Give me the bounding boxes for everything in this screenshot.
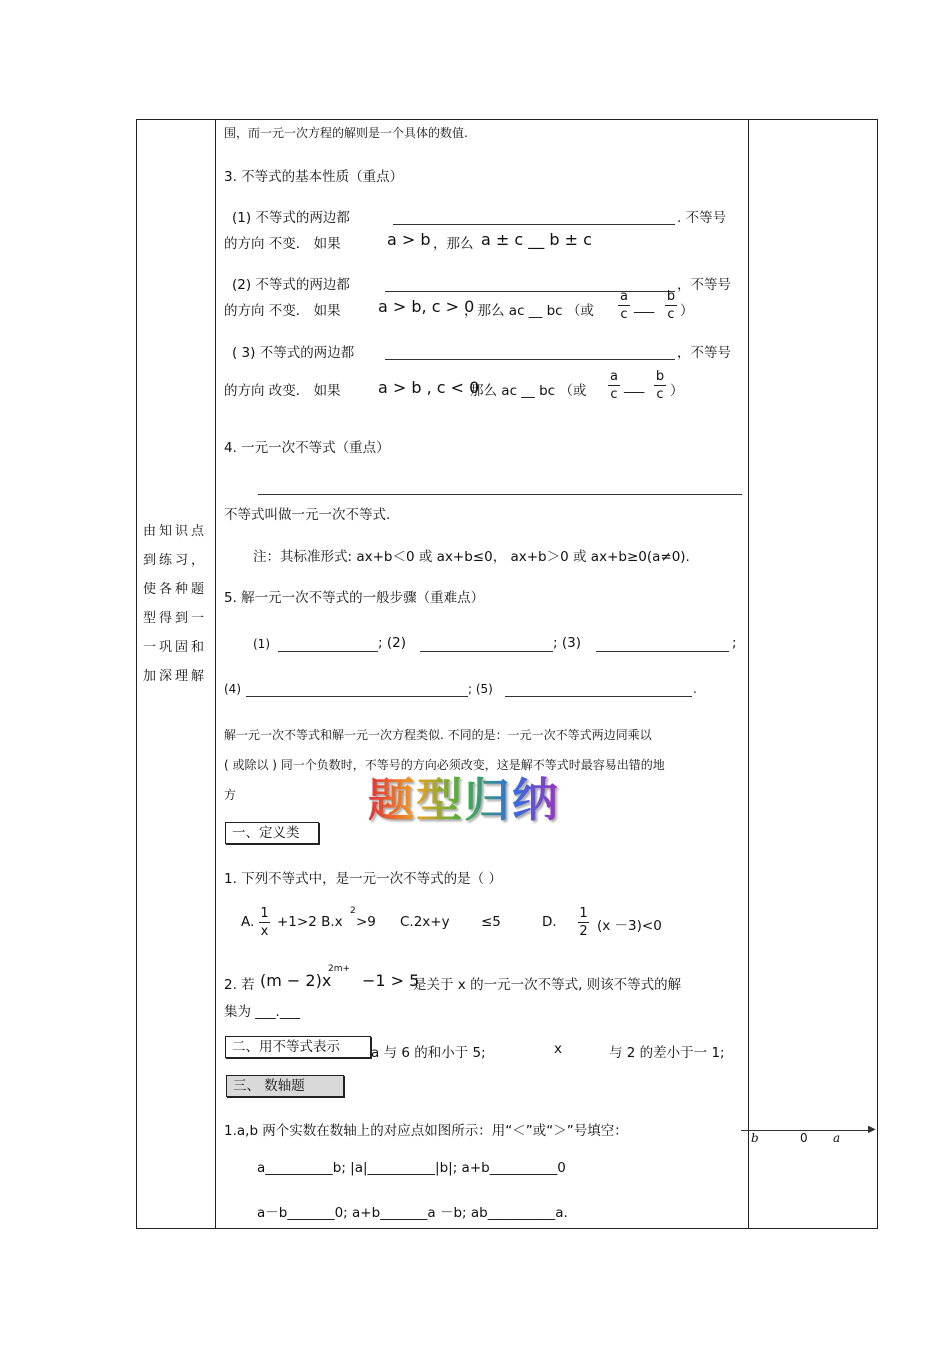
question-1-option-a-rest: +1>2 B.x: [277, 914, 343, 930]
table-col-divider-2: [748, 119, 749, 1229]
property-1-result: a ± c __ b ± c: [481, 230, 592, 249]
question-2-exponent: 2m+: [328, 964, 351, 974]
section-5-title: 5. 解一元一次不等式的一般步骤（重难点）: [224, 590, 485, 606]
property-2-frac-b: [665, 289, 677, 322]
question-3-row-1: a__________b; |a|__________|b|; a+b__________0: [257, 1160, 566, 1176]
step-3-end: ;: [732, 635, 737, 651]
section-4-title: 4. 一元一次不等式（重点）: [224, 440, 390, 456]
step-2-blank: [420, 651, 553, 652]
step-5-end: .: [693, 682, 697, 696]
table-col-divider-1: [215, 119, 216, 1229]
table-left-border: [136, 119, 137, 1229]
frac-numerator: 1: [260, 906, 269, 921]
section-4-definition: 不等式叫做一元一次不等式.: [224, 507, 391, 523]
step-3-label: ; (3): [553, 635, 581, 651]
step-4-blank: [246, 696, 468, 697]
frac-denominator: x: [260, 924, 269, 939]
question-1-option-a-frac: [259, 906, 270, 939]
number-line-label-a: a: [833, 1131, 841, 1145]
step-5-blank: [505, 696, 692, 697]
frac-numerator: b: [655, 369, 665, 384]
property-2-direction: 的方向 不变． 如果: [224, 303, 341, 319]
number-line-label-zero: 0: [800, 1131, 808, 1145]
property-3-tail: ，不等号: [677, 345, 731, 361]
question-1-option-d: D.: [542, 914, 557, 930]
frac-numerator: b: [666, 289, 676, 304]
step-1-label: (1): [253, 637, 270, 651]
category-box-definition: 一、定义类: [225, 822, 319, 844]
question-1-stem: 1. 下列不等式中，是一元一次不等式的是（ ）: [224, 871, 502, 887]
note-paragraph-line-2: ( 或除以 ) 同一个负数时，不等号的方向必须改变，这是解不等式时最容易出错的地: [224, 758, 665, 772]
property-3-frac-a: [608, 369, 620, 402]
property-1-direction: 的方向 不变． 如果: [224, 236, 341, 252]
property-3-condition: a > b , c < 0: [378, 378, 480, 397]
frac-denominator: c: [620, 307, 628, 322]
question-2-tail: −1 > 5: [362, 971, 420, 990]
box-2-text-b: 与 2 的差小于一 1;: [609, 1045, 725, 1061]
section-4-blank: [258, 494, 742, 495]
category-box-number-line: 三、 数轴题: [226, 1075, 344, 1097]
step-5-label: ; (5): [468, 682, 493, 696]
intro-line: 围，而一元一次方程的解则是一个具体的数值.: [224, 126, 468, 140]
box-2-text-x: x: [554, 1041, 562, 1057]
step-4-label: (4): [224, 682, 241, 696]
property-1-label: (1) 不等式的两边都: [232, 210, 350, 226]
property-2-close: ）: [680, 303, 694, 319]
title-art: 题型归纳: [368, 773, 560, 827]
category-box-inequality-expression: 二、用不等式表示: [225, 1036, 371, 1058]
question-2-line-2: 集为 ___.___: [224, 1004, 301, 1020]
table-bottom-border: [136, 1228, 878, 1229]
note-paragraph-line-1: 解一元一次不等式和解一元一次方程类似. 不同的是：一元一次不等式两边同乘以: [224, 728, 652, 742]
frac-denominator: 2: [579, 924, 588, 939]
question-2-prefix: 2. 若: [224, 977, 255, 993]
property-3-label: ( 3) 不等式的两边都: [232, 345, 355, 361]
property-2-then: ，那么 ac __ bc （或: [464, 303, 594, 319]
frac-denominator: c: [656, 387, 664, 402]
property-2-condition: a > b, c > 0: [378, 297, 475, 316]
property-3-frac-b: [654, 369, 666, 402]
property-2-frac-a: [618, 289, 630, 322]
number-line-arrow-icon: ▶: [868, 1124, 876, 1135]
question-3-stem: 1.a,b 两个实数在数轴上的对应点如图所示：用“＜”或“＞”号填空：: [224, 1123, 628, 1139]
property-3-then: 那么 ac __ bc （或: [470, 383, 587, 399]
frac-numerator: a: [610, 369, 618, 384]
question-1-option-d-frac: [578, 906, 589, 939]
step-1-blank: [278, 651, 378, 652]
step-3-blank: [596, 651, 729, 652]
step-2-label: ; (2): [378, 635, 406, 651]
left-note: 由知识点到练习，使各种题型得到一一巩固和加深理解: [143, 524, 208, 684]
property-2-tail: ，不等号: [677, 277, 731, 293]
question-1-option-a-prefix: A.: [241, 914, 255, 930]
property-1-blank: [393, 224, 675, 225]
question-2-expression: (m − 2)x: [260, 971, 332, 990]
property-1-then: ，那么: [433, 236, 474, 252]
question-1-option-c-rest: ≤5: [481, 914, 501, 930]
question-1-option-b-sup: 2: [350, 906, 356, 916]
property-1-tail: . 不等号: [677, 210, 727, 226]
property-3-direction: 的方向 改变． 如果: [224, 383, 341, 399]
question-3-row-2: a－b_______0; a+b_______a －b; ab__________a.: [257, 1205, 568, 1221]
frac-numerator: 1: [579, 906, 588, 921]
property-2-label: (2) 不等式的两边都: [232, 277, 350, 293]
property-2-blank: [385, 291, 675, 292]
section-3-title: 3. 不等式的基本性质（重点）: [224, 169, 404, 185]
question-2-rest: 是关于 x 的一元一次不等式, 则该不等式的解: [413, 977, 682, 993]
question-1-option-c: C.2x+y: [400, 914, 450, 930]
property-1-condition: a > b: [387, 230, 431, 249]
section-4-note: 注：其标准形式: ax+b＜0 或 ax+b≤0， ax+b＞0 或 ax+b≥0(a≠0).: [253, 549, 690, 565]
frac-denominator: c: [667, 307, 675, 322]
question-1-option-d-rest: (x －3)<0: [597, 918, 662, 934]
property-2-frac-blank: ___: [634, 298, 655, 314]
question-1-option-b-rest: >9: [356, 914, 376, 930]
property-3-close: ）: [670, 383, 684, 399]
number-line-label-b: b: [751, 1131, 759, 1145]
property-3-frac-blank: ___: [624, 378, 645, 394]
note-paragraph-line-3: 方: [224, 788, 237, 802]
table-right-border: [877, 119, 878, 1229]
frac-numerator: a: [620, 289, 628, 304]
box-2-text-a: a 与 6 的和小于 5;: [371, 1045, 486, 1061]
frac-denominator: c: [610, 387, 618, 402]
table-top-border: [136, 119, 878, 120]
property-3-blank: [385, 359, 675, 360]
